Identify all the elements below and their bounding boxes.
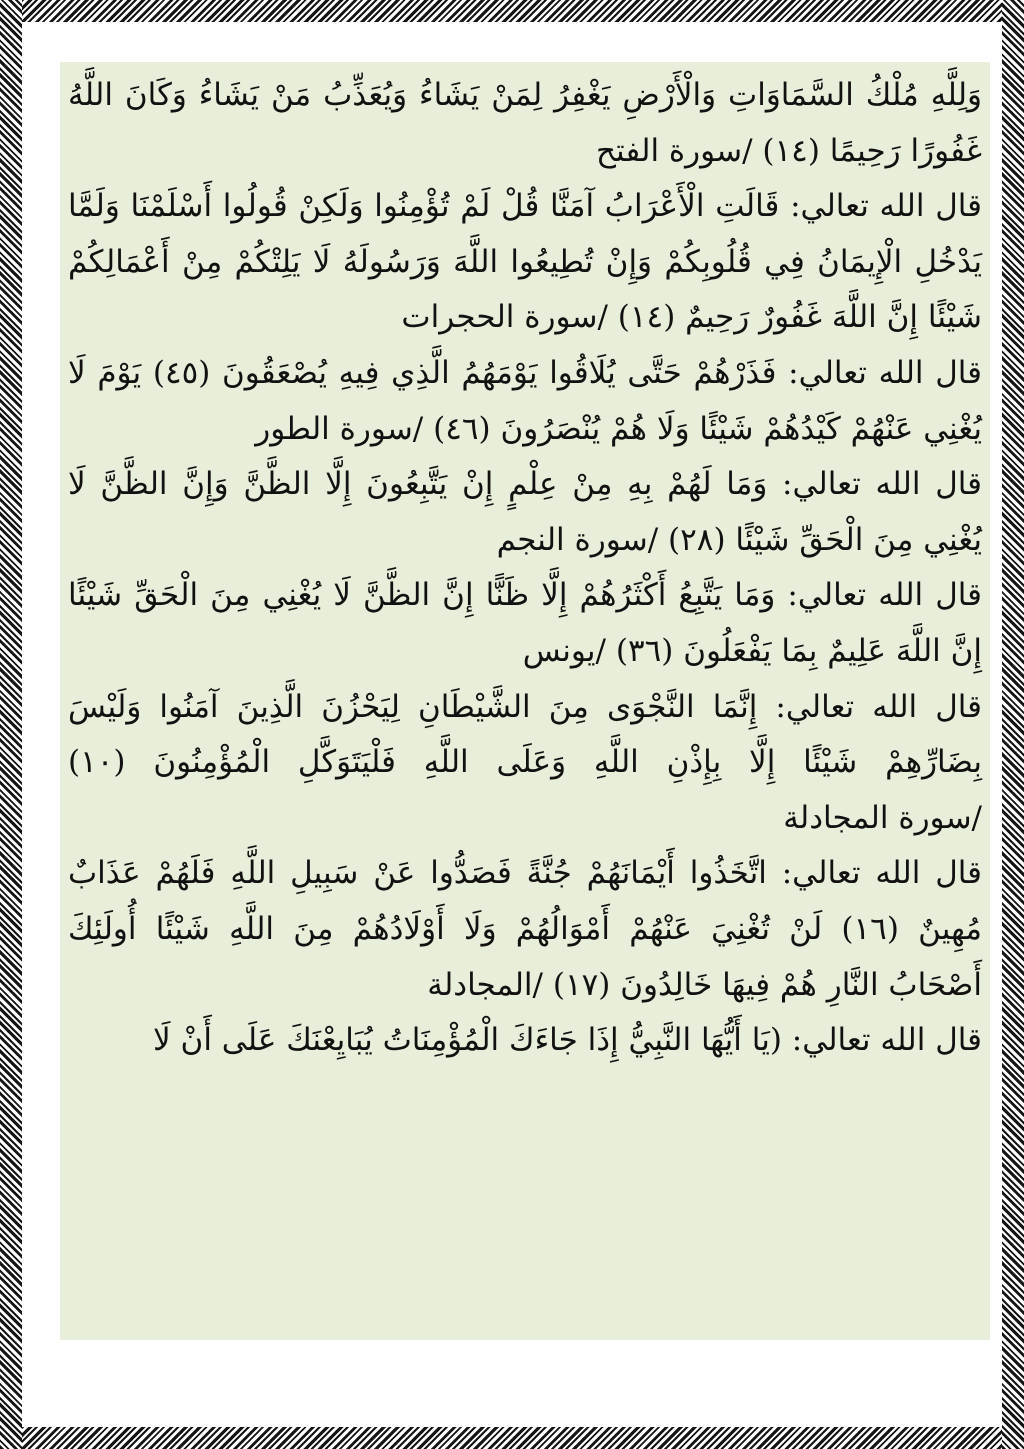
paragraph-2 (68, 179, 982, 346)
paragraph-text: قال الله تعالي: إِنَّمَا النَّجْوَى مِنَ الشَّيْطَانِ لِيَحْزُنَ الَّذِينَ آمَنُوا وَلَيْسَ بِضَارِّهِمْ شَيْئًا إِلَّا بِإِذْنِ اللَّهِ وَعَلَى اللَّهِ فَلْيَتَوَكَّلِ الْمُؤْمِنُونَ (١٠) (68, 688, 982, 781)
paragraph-3 (68, 346, 982, 457)
paragraph-8 (68, 1013, 982, 1069)
surah-reference: /سورة الطور (255, 410, 424, 447)
surah-reference: /سورة المجادلة (783, 799, 982, 836)
paragraph-1 (68, 68, 982, 179)
decorative-border-top (0, 0, 1024, 22)
paragraph-6 (68, 680, 982, 847)
paragraph-5 (68, 568, 982, 679)
decorative-border-right (1002, 0, 1024, 1449)
paragraph-text: قال الله تعالي: اتَّخَذُوا أَيْمَانَهُمْ جُنَّةً فَصَدُّوا عَنْ سَبِيلِ اللَّهِ فَلَهُمْ عَذَابٌ مُهِينٌ (١٦) لَنْ تُغْنِيَ عَنْهُمْ أَمْوَالُهُمْ وَلَا أَوْلَادُهُمْ مِنَ اللَّهِ شَيْئًا أُولَئِكَ أَصْحَابُ النَّارِ هُمْ فِيهَا خَالِدُونَ (١٧) (68, 855, 982, 1003)
paragraph-text: قال الله تعالي: قَالَتِ الْأَعْرَابُ آمَنَّا قُلْ لَمْ تُؤْمِنُوا وَلَكِنْ قُولُوا أَسْلَمْنَا وَلَمَّا يَدْخُلِ الْإِيمَانُ فِي قُلُوبِكُمْ وَإِنْ تُطِيعُوا اللَّهَ وَرَسُولَهُ لَا يَلِتْكُمْ مِنْ أَعْمَالِكُمْ شَيْئًا إِنَّ اللَّهَ غَفُورٌ رَحِيمٌ (١٤) (68, 188, 982, 336)
surah-reference: /يونس (522, 632, 606, 669)
surah-reference: /المجادلة (427, 966, 543, 1003)
surah-reference: /سورة النجم (496, 521, 659, 558)
surah-reference: /سورة الحجرات (401, 299, 608, 336)
paragraph-4 (68, 457, 982, 568)
decorative-border-bottom (0, 1427, 1024, 1449)
paragraph-text: قال الله تعالي: فَذَرْهُمْ حَتَّى يُلَاقُوا يَوْمَهُمُ الَّذِي فِيهِ يُصْعَقُونَ (٤٥) يَوْمَ لَا يُغْنِي عَنْهُمْ كَيْدُهُمْ شَيْئًا وَلَا هُمْ يُنْصَرُونَ (٤٦) (68, 354, 982, 447)
paragraph-text: وَلِلَّهِ مُلْكُ السَّمَاوَاتِ وَالْأَرْضِ يَغْفِرُ لِمَنْ يَشَاءُ وَيُعَذِّبُ مَنْ يَشَاءُ وَكَانَ اللَّهُ غَفُورًا رَحِيمًا (١٤) (68, 77, 982, 169)
decorative-border-left (0, 0, 22, 1449)
paragraph-text: قال الله تعالي: (يَا أَيُّهَا النَّبِيُّ إِذَا جَاءَكَ الْمُؤْمِنَاتُ يُبَايِعْنَكَ عَلَى أَنْ لَا (153, 1022, 982, 1059)
paragraph-text: قال الله تعالي: وَمَا يَتَّبِعُ أَكْثَرُهُمْ إِلَّا ظَنًّا إِنَّ الظَّنَّ لَا يُغْنِي مِنَ الْحَقِّ شَيْئًا إِنَّ اللَّهَ عَلِيمٌ بِمَا يَفْعَلُونَ (٣٦) (68, 577, 982, 669)
surah-reference: /سورة الفتح (595, 132, 753, 169)
paragraph-7 (68, 846, 982, 1013)
text-panel (60, 62, 990, 1340)
paragraph-text: قال الله تعالي: وَمَا لَهُمْ بِهِ مِنْ عِلْمٍ إِنْ يَتَّبِعُونَ إِلَّا الظَّنَّ وَإِنَّ الظَّنَّ لَا يُغْنِي مِنَ الْحَقِّ شَيْئًا (٢٨) (68, 466, 982, 558)
